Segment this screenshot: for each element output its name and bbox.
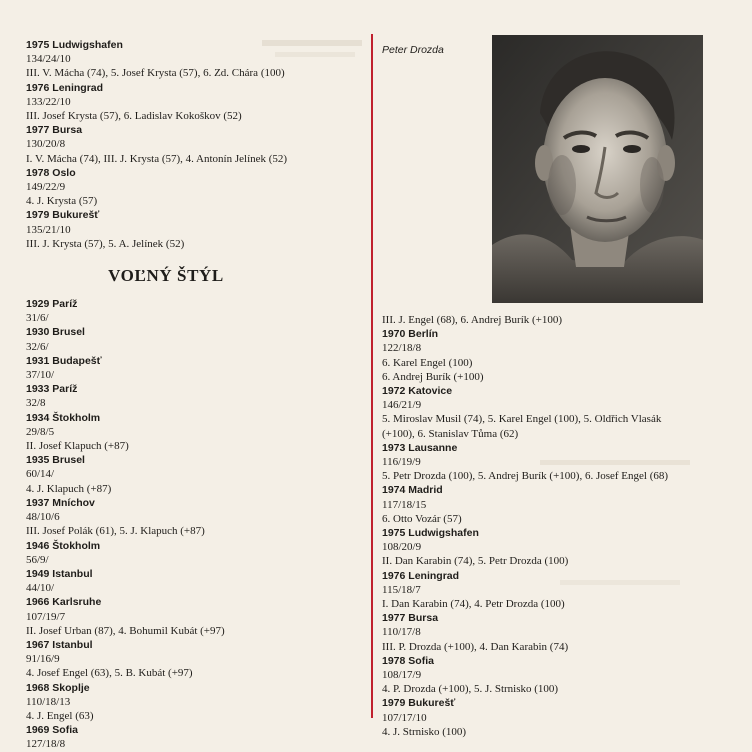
result-line: III. Josef Krysta (57), 6. Ladislav Kokoškov (52) — [26, 110, 242, 123]
championship-entry — [26, 325, 356, 353]
championship-year-place: 1935 Brusel — [26, 454, 85, 467]
result-line: 6. Otto Vozár (57) — [382, 512, 462, 525]
result-line: 4. J. Krysta (57) — [26, 195, 98, 208]
championship-year-place: 1967 Istanbul — [26, 638, 93, 651]
participation-stats: 110/18/13 — [26, 695, 71, 708]
championship-year-place: 1970 Berlín — [382, 328, 439, 341]
result-line: II. Josef Klapuch (+87) — [26, 440, 129, 453]
result-line: III. Josef Polák (61), 5. J. Klapuch (+87) — [26, 525, 205, 538]
championship-year-place: 1975 Ludwigshafen — [382, 527, 479, 540]
championship-entry — [382, 384, 732, 441]
championship-entry — [26, 539, 356, 567]
column-divider — [371, 34, 373, 718]
left-column — [26, 38, 356, 752]
championship-entry — [382, 327, 732, 384]
participation-stats: 56/9/ — [26, 553, 49, 566]
championship-entry — [26, 595, 356, 638]
result-line: I. Dan Karabin (74), 4. Petr Drozda (100) — [382, 598, 565, 611]
result-line: (+100), 6. Stanislav Tůma (62) — [382, 427, 519, 440]
participation-stats: 117/18/15 — [382, 498, 427, 511]
participation-stats: 127/18/8 — [26, 738, 66, 751]
participation-stats: 115/18/7 — [382, 583, 421, 596]
results-block-greco-roman — [26, 38, 356, 251]
result-line: 4. P. Drozda (+100), 5. J. Strnisko (100) — [382, 683, 559, 696]
participation-stats: 32/6/ — [26, 340, 49, 353]
participation-stats: 135/21/10 — [26, 223, 71, 236]
championship-year-place: 1969 Sofia — [26, 724, 78, 737]
championship-year-place: 1930 Brusel — [26, 326, 85, 339]
championship-year-place: 1949 Istanbul — [26, 567, 93, 580]
participation-stats: 108/20/9 — [382, 541, 422, 554]
result-line: III. V. Mácha (74), 5. Josef Krysta (57), 6. Zd. Chára (100) — [26, 67, 285, 80]
result-line: II. Dan Karabin (74), 5. Petr Drozda (100) — [382, 555, 569, 568]
championship-entry — [382, 611, 732, 654]
championship-entry — [26, 166, 356, 209]
championship-entry — [26, 638, 356, 681]
championship-entry — [382, 569, 732, 612]
participation-stats: 110/17/8 — [382, 626, 421, 639]
bleed-through-decoration — [262, 40, 362, 46]
championship-entry — [26, 453, 356, 496]
championship-year-place: 1946 Štokholm — [26, 539, 101, 552]
championship-year-place: 1968 Skoplje — [26, 681, 90, 694]
participation-stats: 31/6/ — [26, 312, 49, 325]
participation-stats: 48/10/6 — [26, 511, 60, 524]
championship-entry — [26, 567, 356, 595]
championship-year-place: 1978 Oslo — [26, 166, 76, 179]
championship-year-place: 1933 Paríž — [26, 383, 78, 396]
championship-entry — [26, 681, 356, 724]
result-line: 4. Josef Engel (63), 5. B. Kubát (+97) — [26, 667, 193, 680]
participation-stats: 130/20/8 — [26, 138, 66, 151]
championship-entry — [382, 526, 732, 569]
result-line: 4. J. Strnisko (100) — [382, 725, 467, 738]
championship-entry — [26, 297, 356, 325]
result-line: III. P. Drozda (+100), 4. Dan Karabin (74) — [382, 640, 569, 653]
portrait-photo — [492, 35, 703, 303]
championship-entry — [26, 723, 356, 751]
section-title: VOĽNÝ ŠTÝL — [108, 266, 224, 286]
result-line: 4. J. Klapuch (+87) — [26, 482, 112, 495]
participation-stats: 60/14/ — [26, 468, 55, 481]
championship-year-place: 1979 Bukurešť — [382, 697, 456, 710]
participation-stats: 149/22/9 — [26, 181, 66, 194]
participation-stats: 44/10/ — [26, 582, 55, 595]
championship-year-place: 1976 Leningrad — [382, 569, 460, 582]
bleed-through-decoration — [540, 460, 690, 465]
results-block-continued — [382, 327, 732, 739]
participation-stats: 108/17/9 — [382, 669, 422, 682]
championship-year-place: 1931 Budapešť — [26, 354, 102, 367]
championship-year-place: 1976 Leningrad — [26, 81, 104, 94]
championship-entry — [26, 411, 356, 454]
result-line: 4. J. Engel (63) — [26, 709, 94, 722]
bleed-through-decoration — [560, 580, 680, 585]
portrait-illustration — [492, 35, 703, 303]
results-block-freestyle — [26, 297, 356, 752]
championship-year-place: 1977 Bursa — [26, 124, 83, 137]
championship-year-place: 1934 Štokholm — [26, 411, 101, 424]
championship-entry — [26, 496, 356, 539]
championship-year-place: 1972 Katovice — [382, 385, 453, 398]
championship-entry — [382, 654, 732, 697]
championship-year-place: 1973 Lausanne — [382, 441, 458, 454]
championship-year-place: 1978 Sofia — [382, 654, 434, 667]
championship-year-place: 1966 Karlsruhe — [26, 596, 102, 609]
participation-stats: 134/24/10 — [26, 53, 71, 66]
result-line: III. J. Krysta (57), 5. A. Jelínek (52) — [26, 237, 185, 250]
result-line: I. V. Mácha (74), III. J. Krysta (57), 4. Antonín Jelínek (52) — [26, 152, 288, 165]
championship-entry — [26, 354, 356, 382]
participation-stats: 146/21/9 — [382, 399, 422, 412]
championship-entry — [26, 382, 356, 410]
championship-entry — [26, 208, 356, 251]
championship-entry — [26, 123, 356, 166]
championship-entry — [382, 483, 732, 526]
championship-year-place: 1977 Bursa — [382, 612, 439, 625]
championship-year-place: 1937 Mníchov — [26, 496, 95, 509]
result-line: 5. Petr Drozda (100), 5. Andrej Burík (+100), 6. Josef Engel (68) — [382, 470, 669, 483]
championship-year-place: 1974 Madrid — [382, 484, 443, 497]
result-line: 6. Andrej Burík (+100) — [382, 370, 484, 383]
championship-year-place: 1929 Paríž — [26, 298, 78, 311]
participation-stats: 29/8/5 — [26, 425, 55, 438]
result-line: 5. Miroslav Musil (74), 5. Karel Engel (100), 5. Oldřich Vlasák — [382, 413, 662, 426]
championship-year-place: 1975 Ludwigshafen — [26, 39, 123, 51]
result-line: II. Josef Urban (87), 4. Bohumil Kubát (+97) — [26, 624, 225, 637]
participation-stats: 122/18/8 — [382, 342, 422, 355]
participation-stats: 107/17/10 — [382, 711, 427, 724]
championship-entry — [382, 696, 732, 739]
championship-year-place: 1979 Bukurešť — [26, 209, 100, 222]
participation-stats: 133/22/10 — [26, 95, 71, 108]
result-line: 6. Karel Engel (100) — [382, 356, 473, 369]
participation-stats: 107/19/7 — [26, 610, 66, 623]
participation-stats: 91/16/9 — [26, 653, 60, 666]
participation-stats: 32/8 — [26, 397, 46, 410]
photo-caption: Peter Drozda — [382, 44, 444, 56]
participation-stats: 37/10/ — [26, 369, 55, 382]
participation-stats: 116/19/9 — [382, 456, 421, 469]
right-column — [382, 313, 732, 739]
championship-entry — [26, 81, 356, 124]
bleed-through-decoration — [275, 52, 355, 57]
lead-line: III. J. Engel (68), 6. Andrej Burík (+100) — [382, 314, 563, 326]
